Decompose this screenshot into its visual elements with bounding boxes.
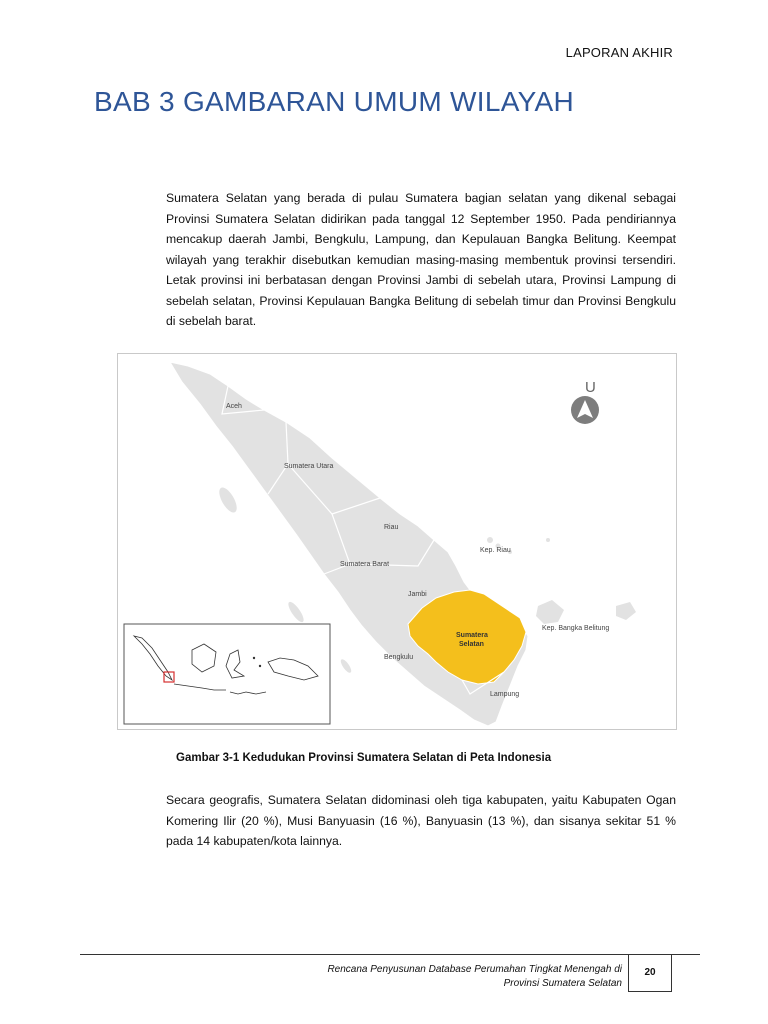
island-kepriau-4 (546, 538, 550, 542)
chapter-title: BAB 3 GAMBARAN UMUM WILAYAH (94, 86, 575, 117)
footer-divider (80, 954, 700, 955)
footer-document-title (250, 963, 622, 991)
map-figure (117, 353, 677, 730)
label-babel: Kep. Bangka Belitung (542, 625, 610, 632)
body-paragraph-2: Secara geografis, Sumatera Selatan didominasi oleh tiga kabupaten, yaitu Kabupaten Ogan Komering Ilir (20 %), Musi Banyuasin (16 %), Banyuasin (13 %), dan sisanya sekitar 51 % pada 14 kabupaten/kota lainnya. (166, 793, 676, 848)
label-jambi: Jambi (408, 591, 427, 598)
label-lampung: Lampung (490, 691, 520, 698)
island-belitung (616, 602, 636, 620)
label-sumbar: Sumatera Barat (340, 561, 390, 568)
footer-line-1: Rencana Penyusunan Database Perumahan Tingkat Menengah di (327, 964, 622, 975)
island-kepriau-1 (487, 537, 493, 543)
body-paragraph-1: Sumatera Selatan yang berada di pulau Sumatera bagian selatan yang dikenal sebagai Provinsi Sumatera Selatan didirikan pada tanggal 12 September 1950. Pada pendiriannya mencakup daerah Jambi, Bengkulu, Lampung, dan Kepulauan Bangka Belitung. Keempat wilayah yang terakhir disebutkan kemudian masing-masing membentuk provinsi tersendiri. Letak provinsi ini berbatasan dengan Provinsi Jambi di sebelah utara, Provinsi Lampung di sebelah selatan, Provinsi Kepulauan Bangka Belitung di sebelah timur dan Provinsi Bengkulu di sebelah barat. (166, 191, 676, 328)
compass-letter: U (585, 379, 596, 396)
north-arrow-icon (571, 396, 599, 424)
island-mentawai (286, 600, 306, 624)
label-bengkulu: Bengkulu (384, 654, 414, 661)
label-aceh: Aceh (226, 403, 242, 410)
page-number: 20 (628, 954, 672, 992)
label-sumsel-1: Sumatera (456, 632, 488, 639)
figure-caption: Gambar 3-1 Kedudukan Provinsi Sumatera Selatan di Peta Indonesia (176, 752, 552, 764)
island-enggano (339, 658, 353, 675)
label-riau: Riau (384, 524, 399, 531)
footer-line-2: Provinsi Sumatera Selatan (503, 978, 622, 989)
label-sumut: Sumatera Utara (284, 463, 334, 470)
inset-indonesia-map (124, 624, 330, 724)
label-kepriau: Kep. Riau (480, 547, 511, 554)
header-label: LAPORAN AKHIR (565, 45, 673, 60)
label-sumsel-2: Selatan (459, 641, 484, 648)
island-nias (216, 485, 240, 515)
island-bangka (536, 600, 564, 624)
sumatra-map (118, 354, 676, 729)
